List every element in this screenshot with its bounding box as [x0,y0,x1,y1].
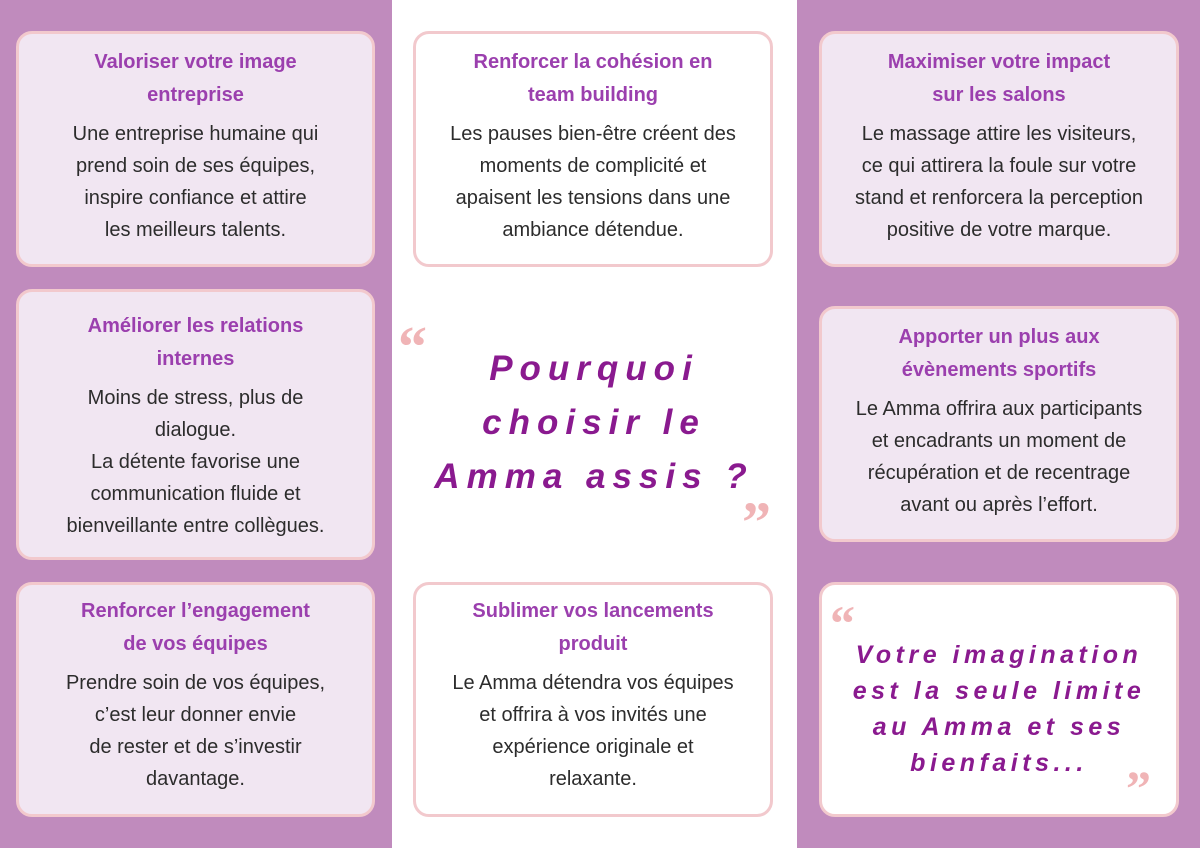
card-relations-internes [16,289,375,560]
card-body: Les pauses bien-être créent des moments de complicité et apaisent les tensions dans une ambiance détendue. [450,123,736,241]
card-body: Le Amma détendra vos équipes et offrira à vos invités une expérience originale et relaxante. [452,672,734,790]
card-engagement-equipes [16,582,375,817]
card-evenements-sportifs [819,306,1179,542]
card-title: Apporter un plus aux évènements sportifs [898,326,1100,381]
card-title: Valoriser votre image entreprise [94,51,297,106]
card-cohesion-team-building [413,31,773,267]
card-body: Le Amma offrira aux participants et encadrants un moment de récupération et de recentrage avant ou après l’effort. [855,398,1143,516]
card-title: Renforcer la cohésion en team building [473,51,713,106]
card-body: Le massage attire les visiteurs, ce qui attirera la foule sur votre stand et renforcera la perception positive de votre marque. [855,123,1143,241]
card-title: Améliorer les relations internes [87,315,304,370]
card-closing-quote [819,582,1179,817]
card-body: Prendre soin de vos équipes, c’est leur donner envie de rester et de s’investir davantage. [65,672,326,790]
card-body: Moins de stress, plus de dialogue. La détente favorise une communication fluide et bienveillante entre collègues. [66,387,325,537]
card-lancements-produit [413,582,773,817]
card-valoriser-image [16,31,375,267]
closing-open-quote-icon: “ [830,595,855,651]
card-body: Une entreprise humaine qui prend soin de ses équipes, inspire confiance et attire les meilleurs talents. [72,123,319,241]
close-quote-icon: ” [742,490,771,555]
card-impact-salons [819,31,1179,267]
card-title: Sublimer vos lancements produit [472,600,714,655]
card-title: Maximiser votre impact sur les salons [887,51,1111,106]
center-quote-text: Pourquoi choisir le Amma assis ? [434,349,754,496]
card-title: Renforcer l’engagement de vos équipes [81,600,310,655]
closing-close-quote-icon: ” [1126,760,1151,816]
open-quote-icon: “ [398,314,427,379]
closing-quote-text: Votre imagination est la seule limite au Amma et ses bienfaits... [852,641,1146,777]
